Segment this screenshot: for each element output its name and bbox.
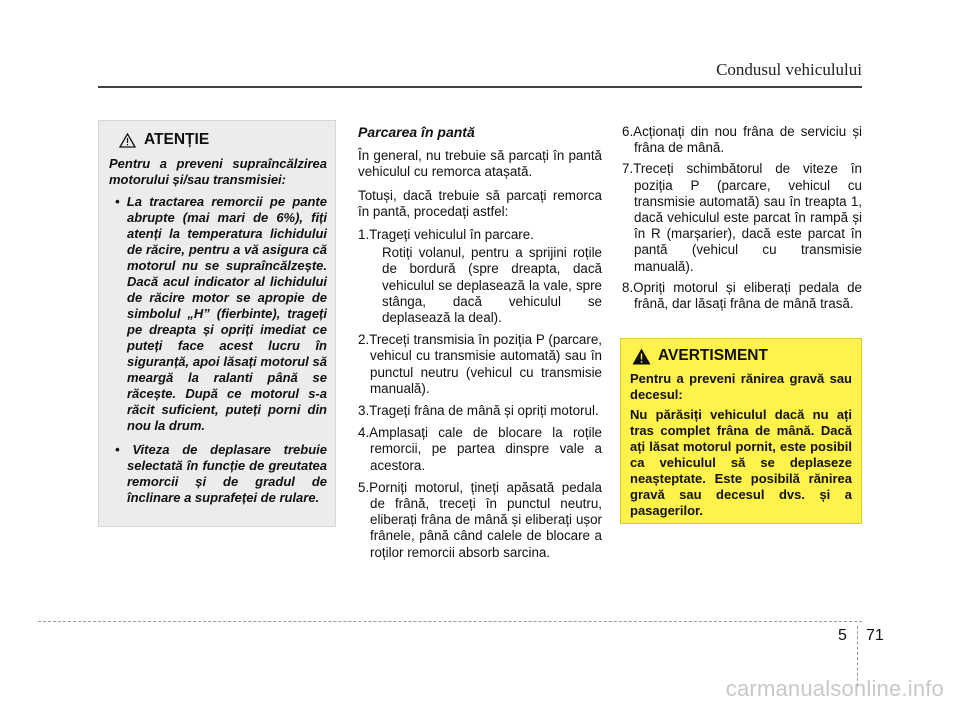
caution-bullet: • La tractarea remorcii pe pante abrupte (mai mari de 6%), fiți atenți la temperatura lichidului de răcire, pentru a vă asigura că motorul nu se supraîncălzește. Dacă acul indicator al lichidului de răcire motor se apropie de simbolul „H” (fierbinte), trageți pe dreapta și opriți imediat ce puteți face acest lucru în siguranță, apoi lăsați motorul să meargă la ralanti până se răcește. După ce motorul s-a răcit suficient, puteți porni din nou la drum. — [115, 194, 327, 433]
caution-box — [98, 120, 336, 527]
step-item: 7.Treceți schimbătorul de viteze în poziția P (parcare, vehicul cu transmisie automată) sau în treapta 1, dacă vehiculul este parcat în rampă și în R (marșarier), dacă este parcat în pantă (vehicul cu transmisie manuală). — [622, 161, 862, 274]
warning-triangle-icon — [119, 133, 136, 148]
step-item: 4.Amplasați cale de blocare la roțile remorcii, pe partea dinspre vale a acestora. — [358, 425, 602, 473]
watermark: carmanualsonline.info — [725, 676, 944, 701]
chapter-number: 5 — [838, 627, 847, 644]
parking-column-1 — [358, 124, 602, 567]
parking-para-1: În general, nu trebuie să parcați în pantă vehiculul cu remorca atașată. — [358, 148, 602, 180]
step-subtext: Rotiți volanul, pentru a sprijini roțile de bordură (spre dreapta, dacă vehiculul se deplasează la vale, spre stânga, dacă vehiculul se deplasează la deal). — [382, 245, 602, 326]
parking-heading: Parcarea în pantă — [358, 124, 475, 140]
warning-triangle-icon — [632, 348, 651, 365]
warning-title-row — [632, 347, 852, 365]
parking-steps — [358, 227, 602, 561]
step-item: 5.Porniți motorul, țineți apăsată pedala de frână, treceți în punctul neutru, eliberați frâna de mână și eliberați ușor frânele, până când calele de blocare a roților remorcii absorb sarcina. — [358, 479, 602, 560]
step-item: 6.Acționați din nou frâna de serviciu și frâna de mână. — [622, 124, 862, 156]
step-item: 1.Trageți vehiculul în parcare. Rotiți volanul, pentru a sprijini roțile de bordură (spre dreapta, dacă vehiculul se deplasează la vale, spre stânga, dacă vehiculul se deplasează la deal). — [358, 227, 602, 326]
caution-title: ATENȚIE — [144, 131, 210, 148]
warning-line-2: Nu părăsiți vehiculul dacă nu ați tras complet frâna de mână. Dacă ați lăsat motorul pornit, este posibil ca vehiculul să se deplaseze neașteptate. Este posibilă rănirea gravă sau decesul dvs. și a pasagerilor. — [630, 407, 852, 518]
caution-title-row — [119, 131, 327, 149]
header-rule — [98, 86, 862, 88]
warning-title: AVERTISMENT — [658, 347, 768, 364]
step-item: 8.Opriți motorul și eliberați pedala de frână, dar lăsați frâna de mână trasă. — [622, 279, 862, 312]
parking-para-2: Totuși, dacă trebuie să parcați remorca în pantă, procedați astfel: — [358, 187, 602, 219]
step-item: 2.Treceți transmisia în poziția P (parcare, vehicul cu transmisie automată) sau în punctul neutru (vehicul cu transmisie manuală). — [358, 332, 602, 396]
parking-column-2 — [622, 124, 862, 317]
warning-line-1: Pentru a preveni rănirea gravă sau decesul: — [630, 371, 852, 402]
section-title: Condusul vehiculului — [716, 60, 862, 79]
warning-box — [620, 338, 862, 524]
page-number: 71 — [866, 627, 884, 644]
caution-intro: Pentru a preveni supraîncălzirea motorului și/sau transmisiei: — [109, 156, 327, 187]
caution-bullet: • Viteza de deplasare trebuie selectată în funcție de greutatea remorcii și de gradul de înclinare a suprafeței de rulare. — [115, 442, 327, 505]
footer-rule — [38, 621, 862, 622]
parking-steps-continued — [622, 124, 862, 312]
caution-list — [109, 194, 327, 506]
step-item: 3.Trageți frâna de mână și opriți motorul. — [358, 403, 599, 419]
